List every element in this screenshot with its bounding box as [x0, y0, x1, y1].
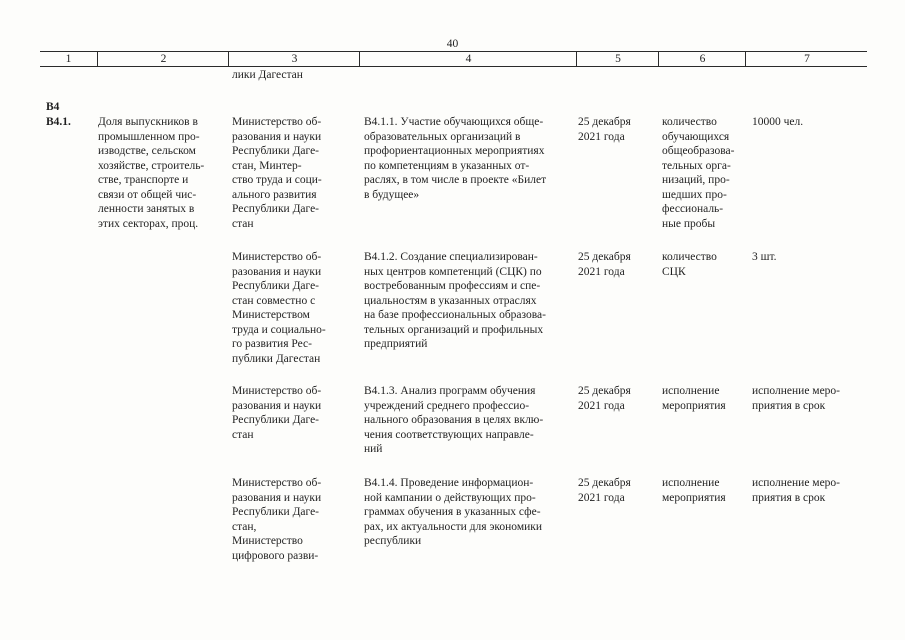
row-indicator: исполнение мероприятия — [662, 385, 726, 412]
row-measure: В4.1.2. Создание специализирован- ных центров компетенций (СЦК) по востребованным профессиям и спе- циальностям в указанных отраслях на базе профессиональных образова- тельных организаций и профильных предприятий — [364, 251, 546, 350]
column-header-2: 2 — [97, 52, 229, 66]
row-value: исполнение меро- приятия в срок — [752, 477, 841, 504]
row-executor: Министерство об- разования и науки Республики Даге- стан, Минтер- ство труда и соци- ального развития Республики Даге- стан — [232, 116, 322, 230]
continued-executor: лики Дагестан — [232, 69, 303, 81]
page-number: 40 — [446, 38, 459, 50]
row-deadline: 25 декабря 2021 года — [578, 477, 631, 504]
row-deadline: 25 декабря 2021 года — [578, 385, 631, 412]
row-measure: В4.1.1. Участие обучающихся обще- образовательных организаций в профориентационных мероприятиях по компетенциям в указанных от- раслях, в том числе в проекте «Билет в будущее» — [364, 116, 547, 201]
row-executor: Министерство об- разования и науки Республики Даге- стан совместно с Министерством труда и социально- го развития Рес- публики Дагестан — [232, 251, 326, 365]
row-indicator: количество обучающихся общеобразова- тельных орга- низаций, про- шедших про- фессиональ- ные пробы — [662, 116, 735, 230]
row-measure: В4.1.3. Анализ программ обучения учреждений среднего профессио- нального образования в целях вклю- чения соответствующих направле- ний — [364, 385, 544, 455]
column-header-4: 4 — [359, 52, 577, 66]
column-header-row — [40, 51, 867, 67]
column-header-3: 3 — [228, 52, 360, 66]
row-indicator: количество СЦК — [662, 251, 717, 278]
row-deadline: 25 декабря 2021 года — [578, 116, 631, 143]
row-value: исполнение меро- приятия в срок — [752, 385, 841, 412]
indicator-code: В4.1. — [46, 116, 71, 128]
column-header-1: 1 — [65, 53, 72, 65]
row-indicator: исполнение мероприятия — [662, 477, 726, 504]
column-header-7: 7 — [745, 52, 868, 66]
row-value: 3 шт. — [752, 251, 777, 263]
section-code: В4 — [46, 101, 60, 113]
row-executor: Министерство об- разования и науки Республики Даге- стан, Министерство цифрового разви- — [232, 477, 322, 562]
column-header-5: 5 — [576, 52, 659, 66]
row-executor: Министерство об- разования и науки Республики Даге- стан — [232, 385, 322, 441]
column-header-6: 6 — [658, 52, 746, 66]
row-deadline: 25 декабря 2021 года — [578, 251, 631, 278]
row-measure: В4.1.4. Проведение информацион- ной кампании о действующих про- граммах обучения в указанных сфе- рах, их актуальности для экономики республики — [364, 477, 542, 547]
indicator-name: Доля выпускников в промышленном про- изводстве, сельском хозяйстве, строитель- стве, транспорте и связи от общей чис- ленности занятых в этих секторах, проц. — [98, 116, 205, 230]
row-value: 10000 чел. — [752, 116, 804, 128]
